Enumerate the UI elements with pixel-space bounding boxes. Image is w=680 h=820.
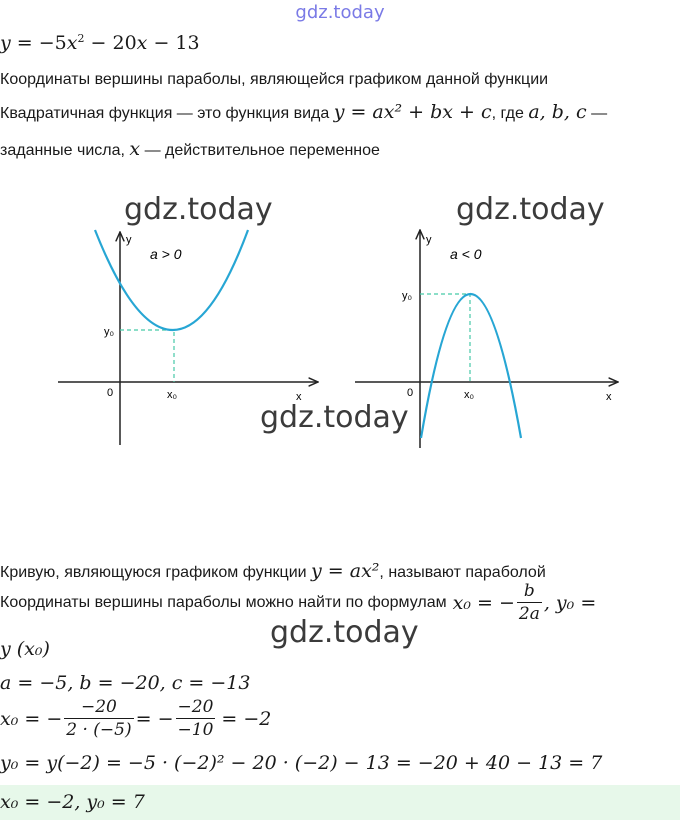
vertex-fraction-num: b [523,581,535,601]
vertex-guides-left [120,330,174,382]
definition-var: x [129,138,141,160]
watermark-1: gdz.today [124,192,273,227]
parabola-def-prefix: Кривую, являющуюся графиком функции [0,564,307,581]
equation-exp: 2 [77,32,85,45]
vertex-guides-right [420,294,470,382]
solution-x0-lhs: x₀ = − [0,707,63,730]
equation-lhs: y [0,32,11,54]
solution-eq-minus: = − [135,707,174,730]
vertex-x0-lhs: x₀ = − [452,591,515,614]
solution-x0 [0,697,271,740]
y-axis-label-right: y [426,234,432,246]
definition-line2-prefix: заданные числа, [0,142,125,159]
definition-line-1 [0,101,607,123]
solution-f1-den: 2 · (−5) [66,720,132,740]
vertex-fraction-den: 2a [518,604,540,624]
parabola-upward [95,230,248,330]
parabola-def-formula: y = ax² [311,560,380,582]
vertex-formula-line [0,581,596,624]
solution-y0-line: y₀ = y(−2) = −5 · (−2)² − 20 · (−2) − 13 = −20 + 40 − 13 = 7 [0,752,603,774]
condition-left: a > 0 [150,246,182,262]
definition-line-2 [0,138,380,160]
y0-label-left: y₀ [104,326,115,338]
y0-label-right: y₀ [402,290,413,302]
x0-label-left: x₀ [167,389,178,401]
watermark-top: gdz.today [295,2,385,23]
equation-var: x [66,32,78,54]
equation-var-2: x [136,32,148,54]
equation-c-term: − 13 [153,32,200,54]
solution-fraction-1 [64,697,133,740]
equation-coef: −5 [38,32,67,54]
definition-line2-suffix: — действительное переменное [144,142,380,159]
definition-prefix: Квадратичная функция — это функция вида [0,105,330,122]
definition-dash: — [591,105,608,122]
x-axis-label-left: x [296,391,302,403]
vertex-y0-rhs: y (x₀) [0,638,50,660]
definition-coeffs: a, b, c [528,101,587,123]
origin-right: 0 [407,387,414,399]
solution-f1-num: −20 [81,697,117,717]
answer-box [0,785,680,820]
equation: $y = -5x^2 - 20x - 13$ [0,32,200,54]
vertex-y0-part: , y₀ = [543,591,597,614]
watermark-4: gdz.today [270,615,419,650]
origin-left: 0 [107,387,114,399]
answer-text: x₀ = −2, y₀ = 7 [0,791,145,813]
task-text: Координаты вершины параболы, являющейся графиком данной функции [0,71,549,88]
y-axis-label-left: y [126,234,132,246]
solution-x0-result: = −2 [221,707,272,730]
solution-coeffs: a = −5, b = −20, c = −13 [0,672,251,694]
parabola-def-suffix: , называют параболой [379,564,546,581]
vertex-formula-prefix: Координаты вершины параболы можно найти по формулам [0,593,447,611]
condition-right: a < 0 [450,246,482,262]
solution-fraction-2 [176,697,216,740]
parabola-downward [421,294,521,438]
equation-b-term: − 20 [90,32,137,54]
x-axis-label-right: x [606,391,612,403]
definition-formula: y = ax² + bx + c [333,101,492,123]
vertex-fraction [517,581,542,624]
definition-middle: , где [491,105,524,122]
watermark-3: gdz.today [260,400,409,435]
parabola-definition [0,560,546,582]
solution-f2-den: −10 [177,720,214,740]
x0-label-right: x₀ [464,389,475,401]
watermark-2: gdz.today [456,192,605,227]
solution-f2-num: −20 [177,697,214,717]
